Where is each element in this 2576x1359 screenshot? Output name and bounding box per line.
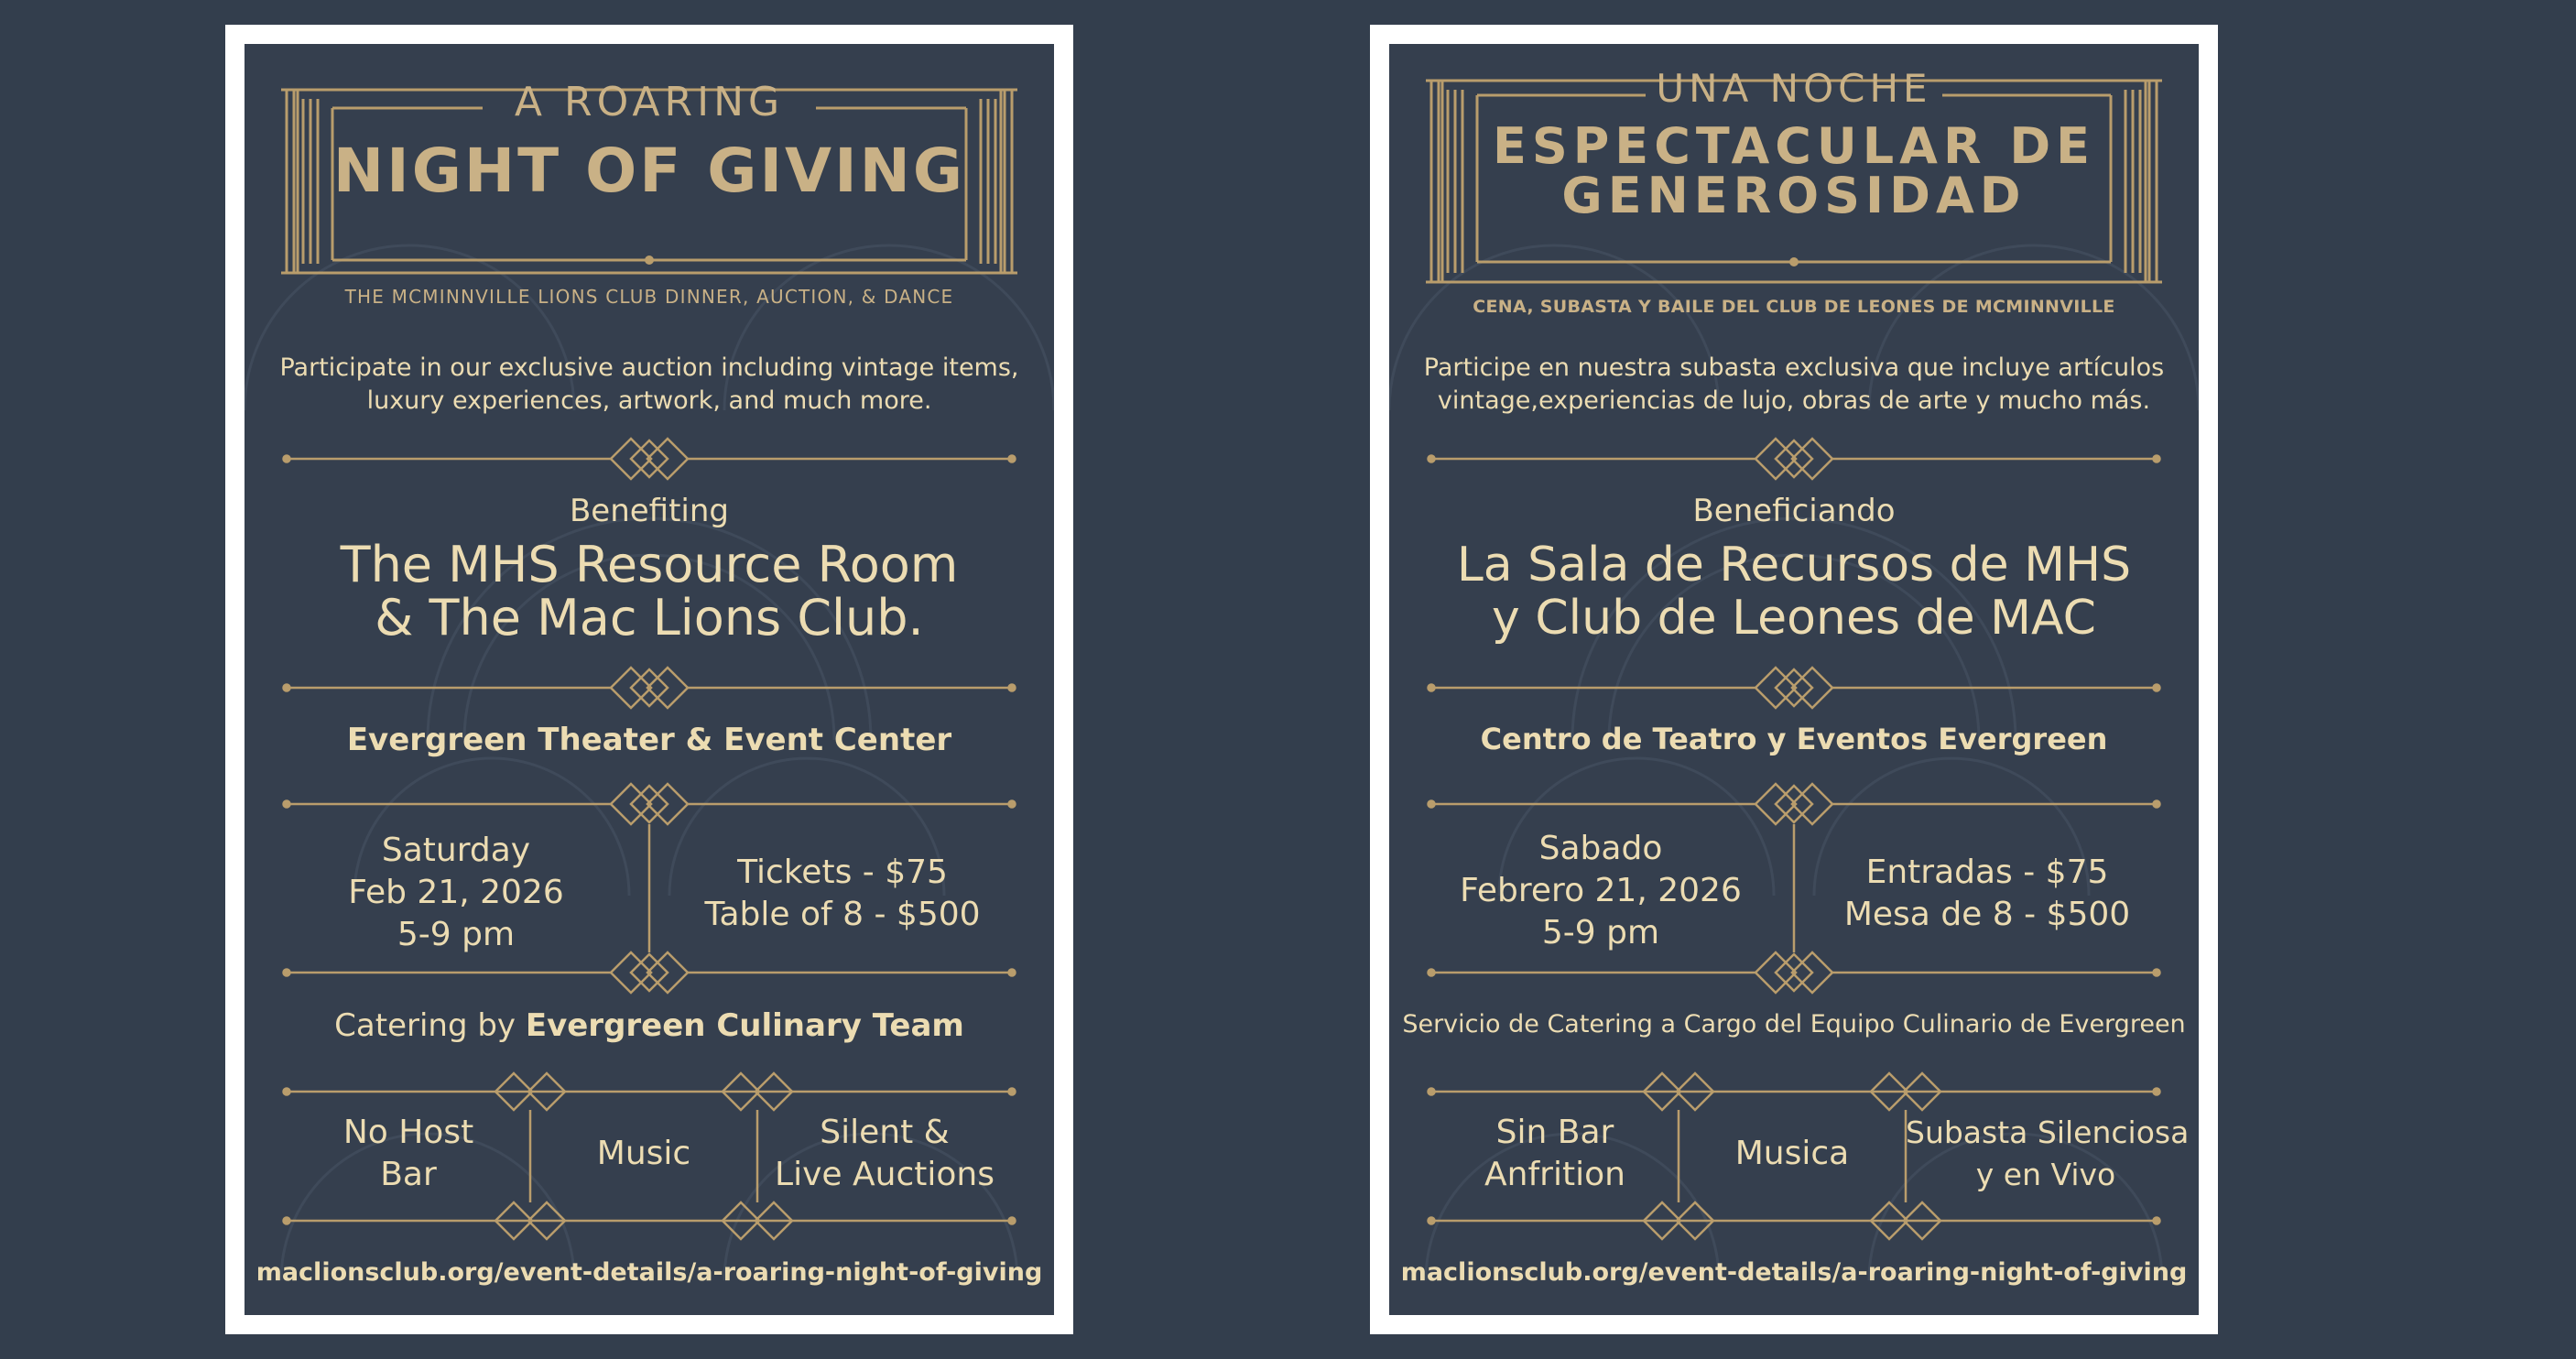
feature-bar — [287, 1112, 530, 1196]
feature-bar-line-2: Bar — [380, 1156, 437, 1193]
spanish-poster-panel — [1389, 44, 2199, 1315]
intro-line-2: luxury experiences, artwork, and much more. — [366, 386, 932, 415]
title-line-1: A ROARING — [514, 79, 785, 125]
beneficiary-line-2: & The Mac Lions Club. — [375, 589, 924, 647]
english-poster-panel — [245, 44, 1054, 1315]
feature-music: Music — [596, 1135, 691, 1172]
title-line-2: NIGHT OF GIVING — [332, 136, 966, 206]
event-subtitle: CENA, SUBASTA Y BAILE DEL CLUB DE LEONES DE MCMINNVILLE — [1473, 297, 2115, 317]
feature-bar-line-2: Anfrition — [1484, 1156, 1625, 1193]
intro-line-1: Participe en nuestra subasta exclusiva que incluye artículos — [1423, 353, 2165, 382]
event-day: Saturday — [381, 832, 531, 869]
english-poster — [225, 25, 1073, 1334]
beneficiary-line-2: y Club de Leones de MAC — [1492, 591, 2096, 646]
feature-bar — [1431, 1112, 1679, 1196]
ticket-price-block — [1818, 852, 2157, 936]
feature-music: Musica — [1734, 1135, 1850, 1172]
ticket-price-block — [673, 852, 1012, 936]
ticket-price: Tickets - $75 — [737, 853, 948, 891]
spanish-poster — [1370, 25, 2218, 1334]
catering-prefix: Catering by — [334, 1007, 526, 1044]
event-time: 5-9 pm — [397, 916, 516, 953]
feature-auctions — [1906, 1112, 2190, 1196]
event-date-block — [287, 830, 625, 956]
benefiting-label: Beneficiando — [1692, 493, 1896, 529]
benefiting-label: Benefiting — [569, 493, 730, 529]
feature-auctions-line-2: Live Auctions — [775, 1156, 995, 1193]
title-line-2: ESPECTACULAR DE — [1492, 117, 2096, 175]
catering-line: Servicio de Catering a Cargo del Equipo Culinario de Evergreen — [1402, 1010, 2186, 1038]
beneficiary-line-1: La Sala de Recursos de MHS — [1456, 538, 2132, 593]
intro-line-1: Participate in our exclusive auction including vintage items, — [279, 353, 1019, 382]
event-url[interactable]: maclionsclub.org/event-details/a-roaring-night-of-giving — [1400, 1258, 2188, 1287]
event-date-block — [1431, 828, 1770, 954]
title-line-1: UNA NOCHE — [1656, 66, 1932, 111]
event-day: Sabado — [1538, 830, 1663, 867]
venue-name: Evergreen Theater & Event Center — [346, 722, 952, 758]
table-price: Table of 8 - $500 — [704, 896, 981, 933]
feature-auctions — [757, 1112, 1012, 1196]
event-subtitle: THE MCMINNVILLE LIONS CLUB DINNER, AUCTION, & DANCE — [344, 286, 954, 308]
ticket-price: Entradas - $75 — [1865, 853, 2109, 891]
event-time: 5-9 pm — [1541, 914, 1660, 951]
title-line-3: GENEROSIDAD — [1561, 167, 2027, 224]
feature-bar-line-1: No Host — [342, 1114, 474, 1151]
venue-name: Centro de Teatro y Eventos Evergreen — [1480, 722, 2108, 756]
beneficiary-line-1: The MHS Resource Room — [340, 536, 959, 593]
catering-team: Evergreen Culinary Team — [525, 1007, 964, 1044]
feature-auctions-line-1: Silent & — [820, 1114, 950, 1151]
table-price: Mesa de 8 - $500 — [1843, 896, 2131, 933]
event-date: Febrero 21, 2026 — [1460, 872, 1742, 909]
event-date: Feb 21, 2026 — [348, 874, 564, 911]
catering-line — [245, 1007, 1054, 1044]
feature-auctions-line-1: Subasta Silenciosa — [1906, 1114, 2190, 1150]
event-url[interactable]: maclionsclub.org/event-details/a-roaring-night-of-giving — [255, 1258, 1043, 1287]
feature-auctions-line-2: y en Vivo — [1975, 1157, 2116, 1192]
feature-bar-line-1: Sin Bar — [1495, 1114, 1614, 1151]
intro-line-2: vintage,experiencias de lujo, obras de arte y mucho más. — [1437, 386, 2151, 415]
